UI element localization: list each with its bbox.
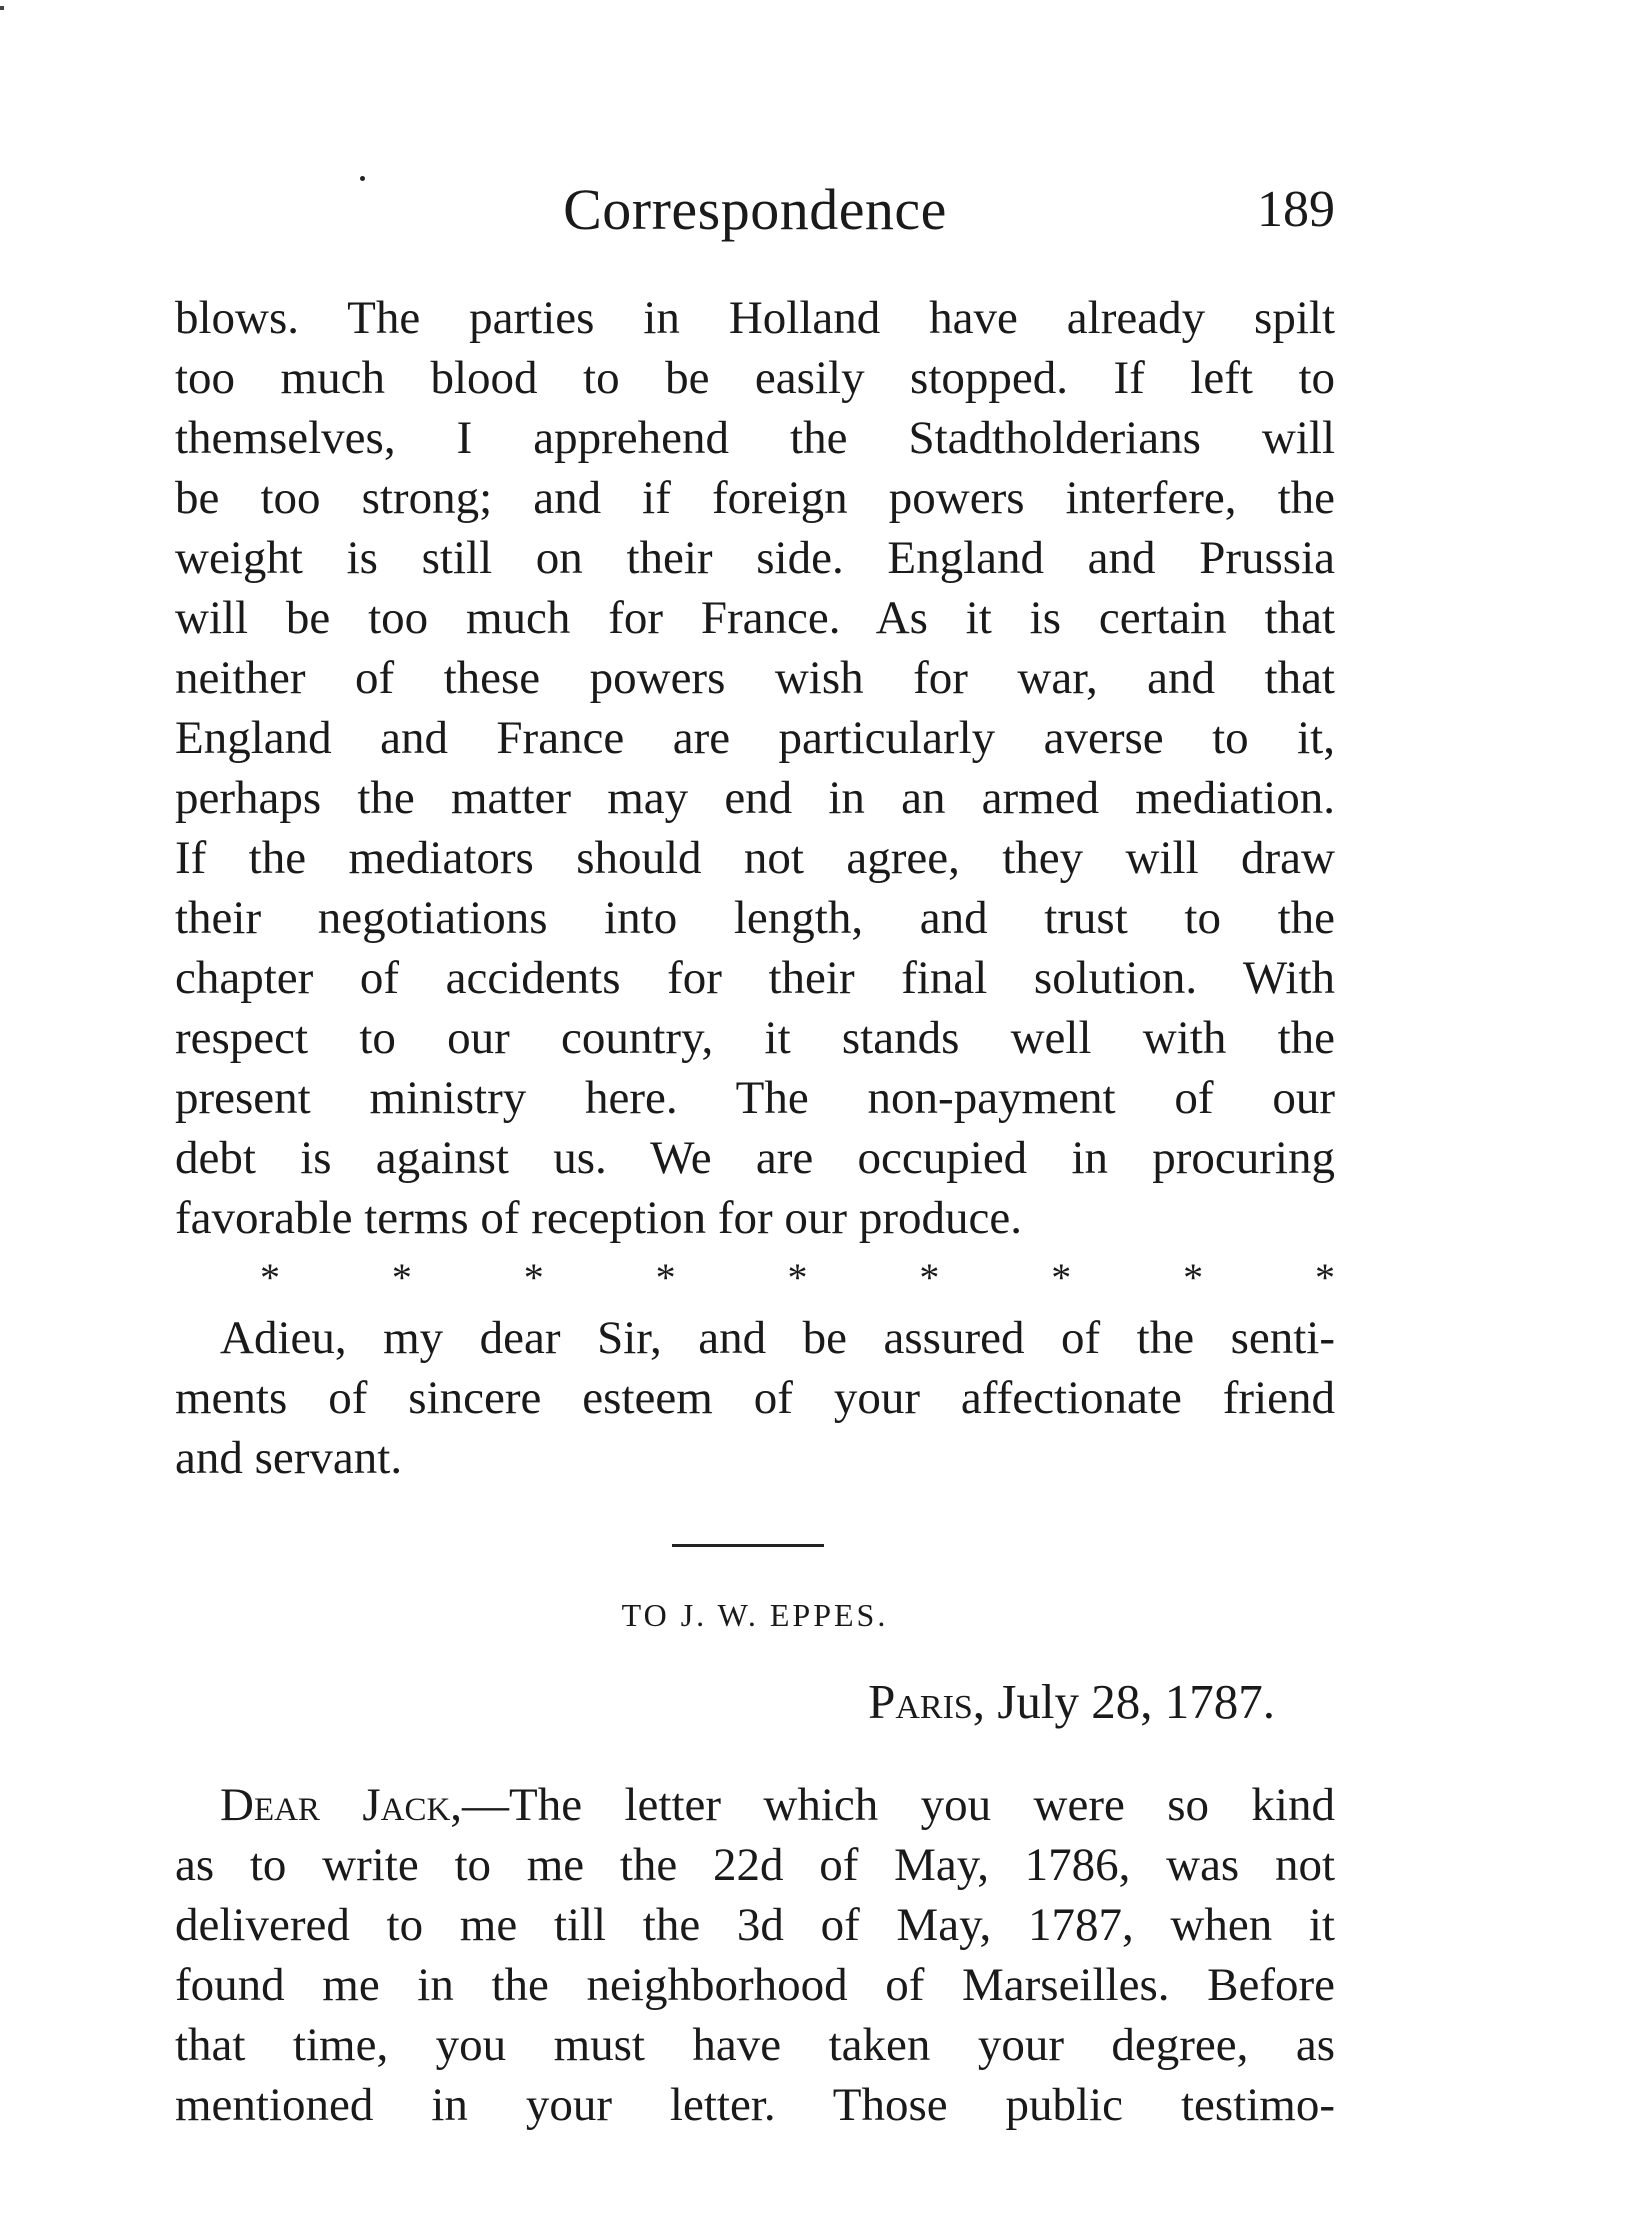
text-line: respect to our country, it stands well with the xyxy=(175,1012,1335,1064)
page-number: 189 xyxy=(1257,181,1335,238)
text-line: found me in the neighborhood of Marseilles. Before xyxy=(175,1959,1335,2011)
text-line: present ministry here. The non-payment of our xyxy=(175,1072,1335,1124)
text-line: be too strong; and if foreign powers interfere, the xyxy=(175,472,1335,524)
continuation-paragraph xyxy=(175,288,1335,1248)
asterisk: * xyxy=(260,1255,280,1300)
text-line: Adieu, my dear Sir, and be assured of the senti- xyxy=(220,1312,1335,1364)
text-line: too much blood to be easily stopped. If left to xyxy=(175,352,1335,404)
text-line: chapter of accidents for their final solution. With xyxy=(175,952,1335,1004)
text-line: and servant. xyxy=(175,1432,403,1484)
text-line: blows. The parties in Holland have already spilt xyxy=(175,292,1335,344)
asterisk: * xyxy=(787,1255,808,1300)
text-line: perhaps the matter may end in an armed mediation. xyxy=(175,772,1335,824)
text-line: as to write to me the 22d of May, 1786, was not xyxy=(175,1839,1335,1891)
text-line: weight is still on their side. England and Prussia xyxy=(175,532,1335,584)
running-title: Correspondence xyxy=(563,177,947,242)
salutation: Dear Jack, xyxy=(220,1779,463,1831)
continuation-text xyxy=(175,288,1335,1488)
dateline-date: July 28, 1787. xyxy=(985,1674,1275,1729)
closing-paragraph xyxy=(175,1308,1335,1488)
text-line: themselves, I apprehend the Stadtholderians will xyxy=(175,412,1335,464)
asterisk: * xyxy=(523,1255,544,1300)
text-line: neither of these powers wish for war, and that xyxy=(175,652,1335,704)
asterisk: * xyxy=(1183,1255,1204,1300)
text-line: If the mediators should not agree, they will draw xyxy=(175,832,1335,884)
asterisk: * xyxy=(1315,1255,1335,1300)
text-line: favorable terms of reception for our produce. xyxy=(175,1192,1022,1244)
text-line: will be too much for France. As it is certain that xyxy=(175,592,1335,644)
asterisk: * xyxy=(919,1255,940,1300)
asterisk: * xyxy=(391,1255,412,1300)
dateline-place: Paris, xyxy=(868,1674,986,1729)
letter-paragraph xyxy=(175,1775,1335,2135)
first-line-rest: —The letter which you were so kind xyxy=(462,1779,1335,1831)
asterisk: * xyxy=(1051,1255,1072,1300)
asterisk: * xyxy=(655,1255,676,1300)
text-line: mentioned in your letter. Those public testimo- xyxy=(175,2079,1335,2131)
letter-body xyxy=(175,1728,1335,2182)
asterism xyxy=(175,1248,1335,1308)
text-line xyxy=(175,1775,1335,1835)
letter-heading: TO J. W. EPPES. xyxy=(621,1597,889,1633)
text-line: delivered to me till the 3d of May, 1787, when it xyxy=(175,1899,1335,1951)
scan-mark xyxy=(0,6,4,10)
text-line: ments of sincere esteem of your affectionate friend xyxy=(175,1372,1335,1424)
text-line: their negotiations into length, and trust to the xyxy=(175,892,1335,944)
text-line: England and France are particularly averse to it, xyxy=(175,712,1335,764)
running-head xyxy=(175,170,1335,250)
section-divider xyxy=(672,1544,824,1547)
text-line: debt is against us. We are occupied in procuring xyxy=(175,1132,1335,1184)
text-line: that time, you must have taken your degree, as xyxy=(175,2019,1335,2071)
letter-dateline xyxy=(175,1670,1275,1734)
